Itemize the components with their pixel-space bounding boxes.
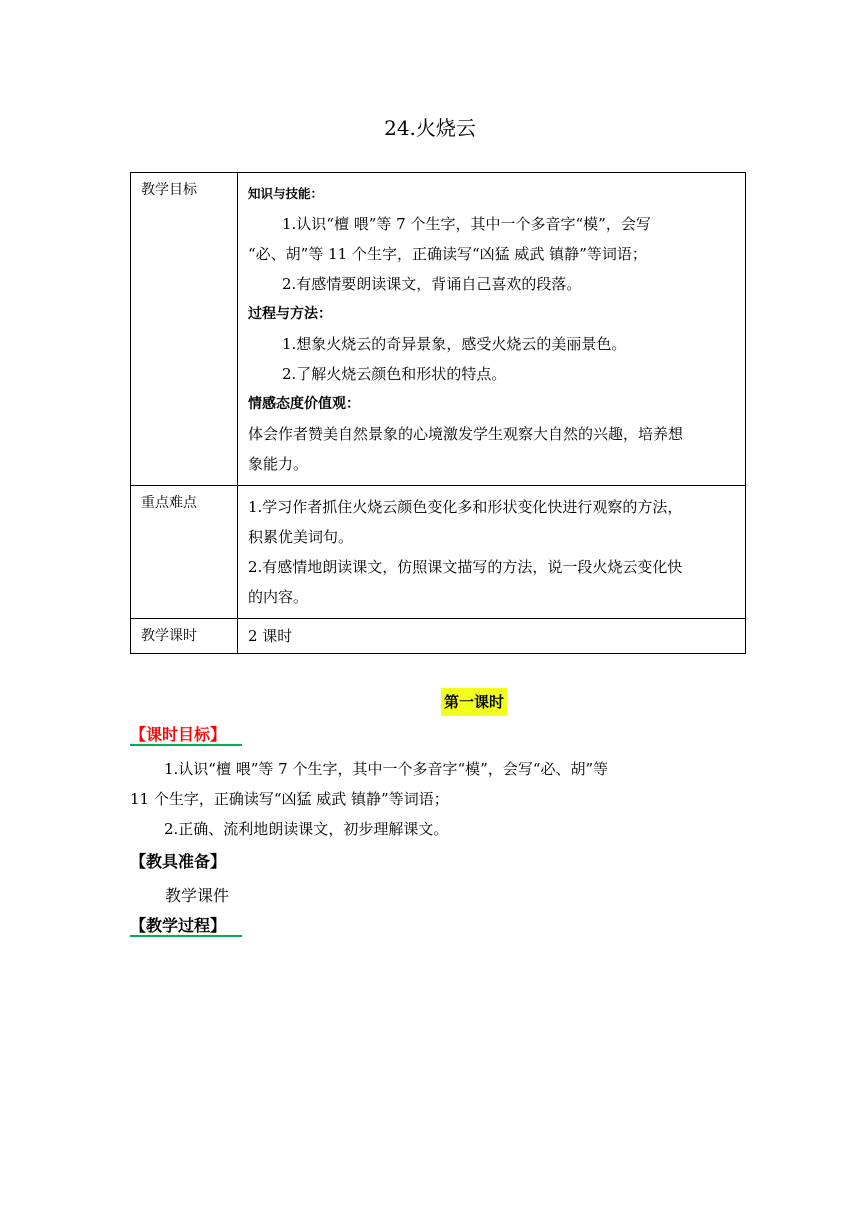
lesson-title: 第一课时 [441,688,507,716]
table-row [131,173,746,486]
goal-heading-rest: 目标】 [178,725,227,744]
key-point-1: 1.学习作者抓住火烧云颜色变化多和形状变化快进行观察的方法， [248,498,683,516]
hours-label: 教学课时 [131,619,238,654]
bracket-open: 【 [130,725,147,744]
key-points-label: 重点难点 [131,486,238,619]
key-points-content [238,486,746,619]
table-row [131,486,746,619]
emotion-heading: 情感态度价值观： [248,396,360,412]
document-title: 24.火烧云 [384,116,476,140]
knowledge-item-2: 2.有感情要朗读课文，背诵自己喜欢的段落。 [282,275,582,293]
key-point-1-cont: 积累优美词句。 [248,528,354,546]
lesson-goal-2: 2.正确、流利地朗读课文，初步理解课文。 [164,820,449,838]
tools-value: 教学课件 [165,886,230,905]
key-point-2: 2.有感情地朗读课文，仿照课文描写的方法，说一段火烧云变化快 [248,558,683,576]
process-section-heading: 【教学过程】 [130,916,227,935]
emotion-text: 体会作者赞美自然景象的心境激发学生观察大自然的兴趣，培养想 [248,425,684,443]
knowledge-item-1: 1.认识“檀 喂”等 7 个生字，其中一个多音字“模”，会写 [282,215,651,233]
lesson-goal-1: 1.认识“檀 喂”等 7 个生字，其中一个多音字“模”，会写“必、胡”等 [164,760,609,778]
knowledge-item-1-cont: “必、胡”等 11 个生字，正确读写“凶猛 威武 镇静”等词语； [248,245,647,263]
key-point-2-cont: 的内容。 [248,588,309,606]
process-item-2: 2.了解火烧云颜色和形状的特点。 [282,365,507,383]
lesson-goal-1-cont: 11 个生字，正确读写“凶猛 威武 镇静”等词语； [130,790,449,808]
emotion-text-cont: 象能力。 [248,455,309,473]
knowledge-heading: 知识与技能： [248,186,324,201]
process-item-1: 1.想象火烧云的奇异景象，感受火烧云的美丽景色。 [282,335,627,353]
goal-heading-red: 课时 [146,725,179,744]
goals-content [238,173,746,486]
lesson-goals-text [130,754,730,844]
goals-label: 教学目标 [131,173,238,486]
tools-heading: 【教具准备】 [130,852,227,871]
process-heading: 过程与方法： [248,306,332,322]
heading-underline [130,935,242,937]
lesson-plan-table [130,172,746,654]
heading-underline [130,744,242,746]
hours-value: 2 课时 [238,619,746,654]
table-row [131,619,746,654]
